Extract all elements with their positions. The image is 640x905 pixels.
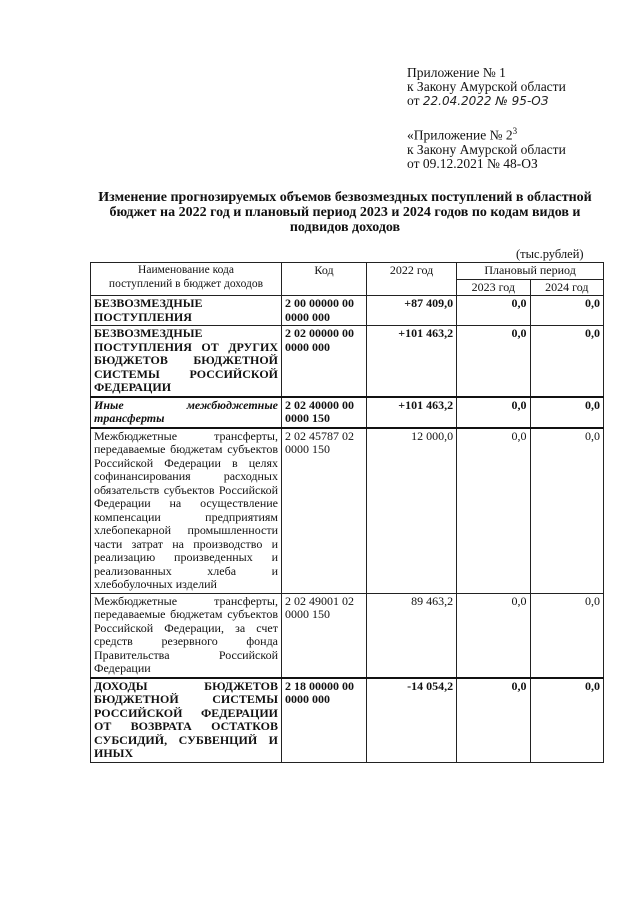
table-row [91, 428, 604, 594]
table-row [91, 593, 604, 678]
appendix-line-3 [407, 94, 566, 108]
header-row [91, 263, 604, 280]
row-2024: 0,0 [530, 593, 603, 678]
revenue-table [90, 262, 604, 763]
unit-label: (тыс.рублей) [516, 247, 584, 261]
row-2022: -14 054,2 [367, 678, 457, 763]
row-code: 2 18 00000 00 0000 000 [282, 678, 367, 763]
row-code: 2 02 40000 00 0000 150 [282, 397, 367, 428]
header-name [91, 263, 282, 296]
header-planned-period: Плановый период [457, 263, 604, 280]
table-row [91, 678, 604, 763]
appendix-line-1: Приложение № 1 [407, 65, 506, 80]
row-2023: 0,0 [457, 428, 530, 594]
header-name-line-1: Наименование кода [138, 264, 234, 276]
appendix-line-2: к Закону Амурской области [407, 79, 566, 94]
row-name: Межбюджетные трансферты, передаваемые бюджетам субъектов Российской Федерации, за счет средств резервного фонда Правительства Российской Федерации [91, 593, 282, 678]
appendix-date-prefix: от [407, 93, 420, 108]
header-code: Код [282, 263, 367, 296]
header-2024: 2024 год [530, 279, 603, 296]
row-2023: 0,0 [457, 678, 530, 763]
row-2024: 0,0 [530, 397, 603, 428]
appendix-header [407, 66, 566, 108]
row-2024: 0,0 [530, 678, 603, 763]
row-2024: 0,0 [530, 428, 603, 594]
appendix2-header [407, 124, 566, 171]
row-2022: 12 000,0 [367, 428, 457, 594]
row-2024: 0,0 [530, 296, 603, 326]
table-row [91, 397, 604, 428]
row-code: 2 02 49001 02 0000 150 [282, 593, 367, 678]
row-name: ДОХОДЫ БЮДЖЕТОВ БЮДЖЕТНОЙ СИСТЕМЫ РОССИЙСКОЙ ФЕДЕРАЦИИ ОТ ВОЗВРАТА ОСТАТКОВ СУБСИДИЙ, СУБВЕНЦИЙ И ИНЫХ [91, 678, 282, 763]
row-name: БЕЗВОЗМЕЗДНЫЕ ПОСТУПЛЕНИЯ ОТ ДРУГИХ БЮДЖЕТОВ БЮДЖЕТНОЙ СИСТЕМЫ РОССИЙСКОЙ ФЕДЕРАЦИИ [91, 326, 282, 397]
row-2022: 89 463,2 [367, 593, 457, 678]
row-name [91, 397, 282, 428]
row-name: БЕЗВОЗМЕЗДНЫЕ ПОСТУПЛЕНИЯ [91, 296, 282, 326]
header-2023: 2023 год [457, 279, 530, 296]
handwritten-date-number: 22.04.2022 № 95-ОЗ [422, 94, 549, 108]
row-2023: 0,0 [457, 397, 530, 428]
row-code: 2 02 45787 02 0000 150 [282, 428, 367, 594]
appendix2-superscript: 3 [512, 126, 518, 136]
row-code: 2 02 00000 00 0000 000 [282, 326, 367, 397]
header-2022: 2022 год [367, 263, 457, 296]
appendix2-line-2: к Закону Амурской области [407, 141, 566, 157]
appendix2-line-3: от 09.12.2021 № 48-ОЗ [407, 155, 538, 171]
document-title: Изменение прогнозируемых объемов безвозмездных поступлений в областной бюджет на 2022 год и плановый период 2023 и 2024 годов по кодам видов и подвидов доходов [98, 190, 592, 235]
row-2022: +101 463,2 [367, 326, 457, 397]
row-2023: 0,0 [457, 593, 530, 678]
table-row [91, 296, 604, 326]
row-2022: +101 463,2 [367, 397, 457, 428]
header-name-line-2: поступлений в бюджет доходов [108, 277, 264, 290]
appendix2-line-1 [407, 124, 566, 143]
row-2024: 0,0 [530, 326, 603, 397]
row-2023: 0,0 [457, 296, 530, 326]
row-name: Межбюджетные трансферты, передаваемые бюджетам субъектов Российской Федерации в целях софинансирования расходных обязательств субъектов Российской Федерации на осуществление компенсации предприятиям хлебопекарной промышленности части затрат на производство и реализацию произведенных и реализованных хлеба и хлебобулочных изделий [91, 428, 282, 594]
appendix2-title: «Приложение № 2 [407, 127, 513, 143]
table-row [91, 326, 604, 397]
row-code: 2 00 00000 00 0000 000 [282, 296, 367, 326]
row-name-text: Иные межбюджетные трансферты [94, 397, 278, 425]
row-2023: 0,0 [457, 326, 530, 397]
row-2022: +87 409,0 [367, 296, 457, 326]
